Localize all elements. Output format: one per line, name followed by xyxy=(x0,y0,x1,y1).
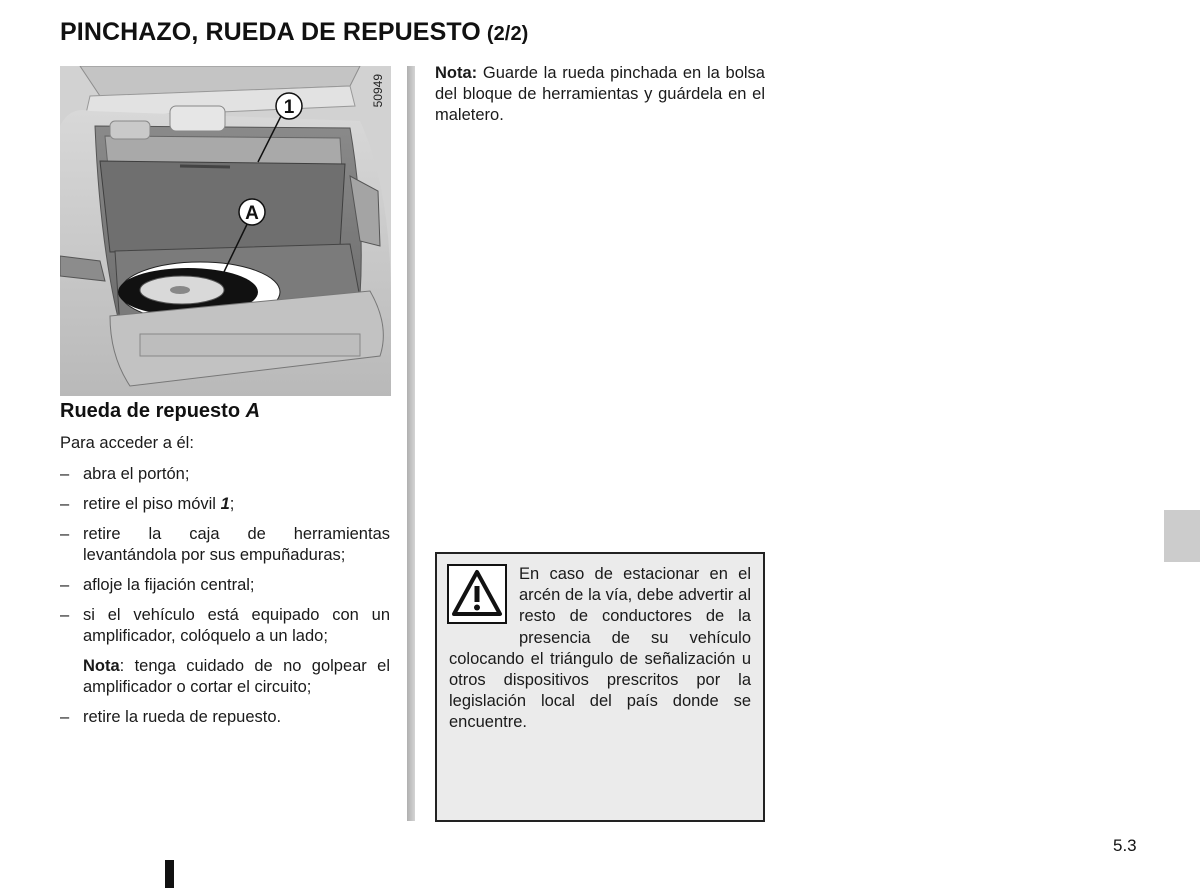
page-title-text: PINCHAZO, RUEDA DE REPUESTO xyxy=(60,18,481,46)
figure-reference-number: 50949 xyxy=(371,74,385,108)
trunk-illustration-svg xyxy=(60,66,391,396)
list-note xyxy=(60,656,390,698)
step-text: abra el portón; xyxy=(83,465,190,483)
list-item xyxy=(60,707,390,728)
step-text: si el vehículo está equipado con un amplificador, colóquelo a un lado; xyxy=(83,606,390,645)
section-heading xyxy=(60,400,390,423)
right-note-text: Guarde la rueda pinchada en la bolsa del bloque de herramientas y guárdela en el maletero. xyxy=(435,64,765,124)
right-note-label: Nota: xyxy=(435,64,478,82)
list-item xyxy=(60,494,390,515)
section-heading-italic: A xyxy=(245,400,261,422)
page-number: 5.3 xyxy=(1113,836,1137,855)
section-heading-text: Rueda de repuesto xyxy=(60,400,241,422)
right-note xyxy=(435,63,765,126)
step-text: retire el piso móvil xyxy=(83,495,216,513)
left-column xyxy=(60,400,390,737)
step-text: retire la rueda de repuesto. xyxy=(83,708,282,726)
list-dash: – xyxy=(60,576,70,594)
list-dash: – xyxy=(60,465,70,483)
section-side-tab xyxy=(1164,510,1200,562)
warning-text: En caso de estacionar en el arcén de la vía, debe advertir al resto de conductores de la presencia de su vehículo colocando el triángulo de señalización u otros dispositivos prescritos por la legislación local del país donde se encuentre. xyxy=(449,565,751,732)
list-dash: – xyxy=(60,606,70,624)
list-item xyxy=(60,464,390,485)
step-text: afloje la fijación central; xyxy=(83,576,255,594)
steps-list xyxy=(60,464,390,728)
page-title-suffix: (2/2) xyxy=(486,23,529,45)
trunk-spare-wheel-illustration xyxy=(60,66,391,396)
page-title xyxy=(60,18,528,47)
warning-triangle-icon xyxy=(447,564,507,624)
callout-a-label: A xyxy=(245,203,259,224)
step-reference: 1 xyxy=(220,495,230,513)
intro-text: Para acceder a él: xyxy=(60,434,194,452)
step-text-end: ; xyxy=(229,495,235,513)
list-item xyxy=(60,605,390,647)
list-item xyxy=(60,524,390,566)
list-dash: – xyxy=(60,525,70,543)
callout-1-label: 1 xyxy=(283,97,295,118)
bottom-edge-mark xyxy=(165,860,174,888)
warning-box xyxy=(435,552,765,822)
list-dash: – xyxy=(60,708,70,726)
note-text: : tenga cuidado de no golpear el amplificador o cortar el circuito; xyxy=(83,657,390,696)
step-text: retire la caja de herramientas levantándola por sus empuñaduras; xyxy=(83,525,390,564)
list-item xyxy=(60,575,390,596)
list-dash: – xyxy=(60,495,70,513)
note-label: Nota xyxy=(83,657,120,675)
column-divider xyxy=(407,66,415,821)
